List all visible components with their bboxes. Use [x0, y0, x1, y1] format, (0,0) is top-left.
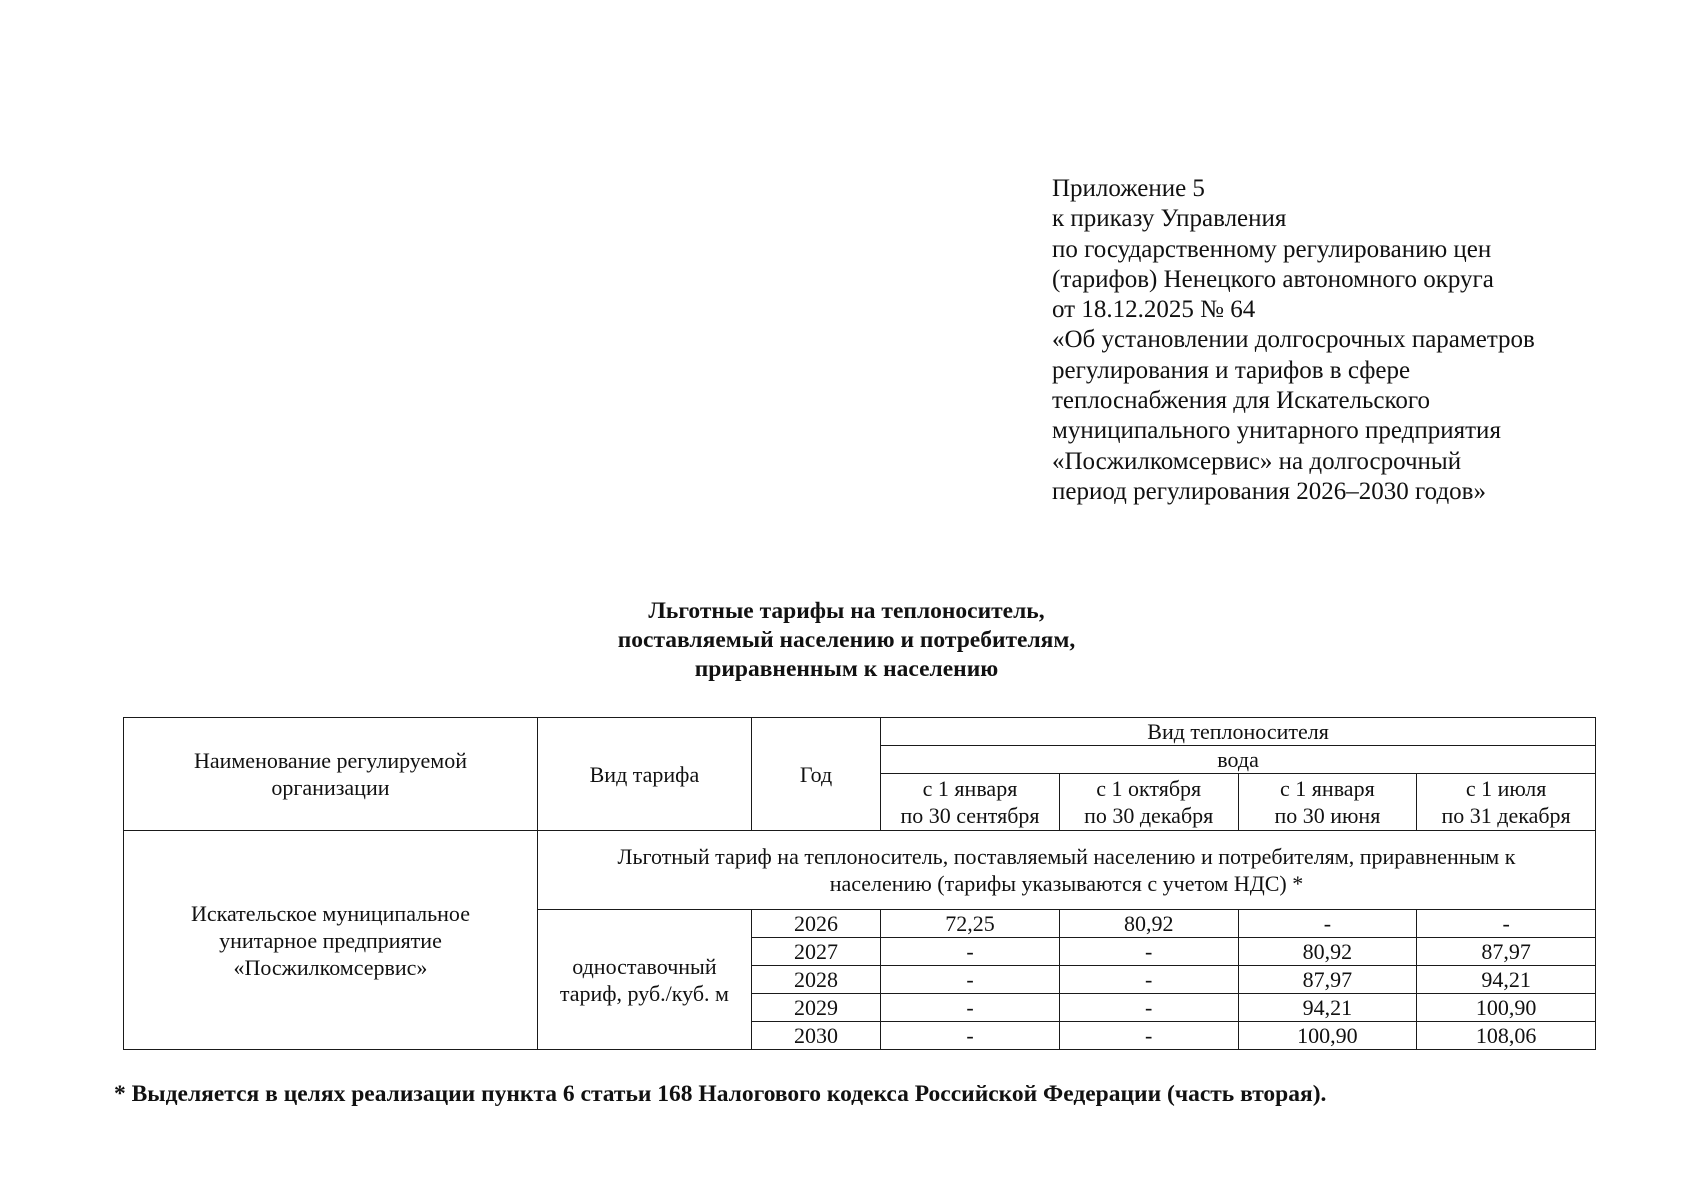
header-carrier-type: Вид теплоносителя	[881, 718, 1596, 746]
value-cell: -	[881, 966, 1060, 994]
tariff-type-value: одноставочный тариф, руб./куб. м	[537, 910, 751, 1050]
appendix-block	[1052, 174, 1652, 507]
appendix-line: теплоснабжения для Искательского	[1052, 387, 1431, 415]
period-to: по 30 сентября	[900, 803, 1040, 828]
value-cell: 87,97	[1417, 938, 1596, 966]
footnote: * Выделяется в целях реализации пункта 6 статьи 168 Налогового кодекса Российской Федерации (часть вторая).	[114, 1081, 1327, 1107]
value-cell: 80,92	[1059, 910, 1238, 938]
header-period	[1238, 774, 1417, 831]
appendix-line: «Об установлении долгосрочных параметров	[1052, 326, 1535, 354]
value-cell: -	[1059, 1022, 1238, 1050]
document-title	[520, 597, 1173, 684]
value-cell: 100,90	[1417, 994, 1596, 1022]
header-year: Год	[751, 718, 880, 831]
value-cell: -	[1059, 938, 1238, 966]
value-cell: -	[1059, 966, 1238, 994]
appendix-line: к приказу Управления	[1052, 205, 1287, 233]
year-cell: 2027	[751, 938, 880, 966]
appendix-line: регулирования и тарифов в сфере	[1052, 356, 1411, 384]
value-cell: -	[1059, 994, 1238, 1022]
period-from: с 1 октября	[1096, 776, 1202, 801]
value-cell: -	[881, 938, 1060, 966]
title-line: приравненным к населению	[694, 656, 999, 682]
value-cell: 100,90	[1238, 1022, 1417, 1050]
header-carrier: вода	[881, 746, 1596, 774]
value-cell: 108,06	[1417, 1022, 1596, 1050]
title-line: Льготные тарифы на теплоноситель,	[648, 598, 1045, 624]
header-tariff-type: Вид тарифа	[537, 718, 751, 831]
value-cell: -	[1417, 910, 1596, 938]
value-cell: 87,97	[1238, 966, 1417, 994]
value-cell: -	[881, 994, 1060, 1022]
appendix-line: Приложение 5	[1052, 175, 1205, 202]
appendix-line: по государственному регулированию цен	[1052, 235, 1492, 263]
header-organization: Наименование регулируемой организации	[124, 718, 538, 831]
header-period	[1417, 774, 1596, 831]
tariff-table	[123, 717, 1596, 1050]
value-cell: -	[881, 1022, 1060, 1050]
value-cell: 80,92	[1238, 938, 1417, 966]
appendix-line: «Посжилкомсервис» на долгосрочный	[1052, 447, 1462, 475]
appendix-line: от 18.12.2025 № 64	[1052, 296, 1256, 324]
period-from: с 1 января	[922, 776, 1018, 801]
year-cell: 2029	[751, 994, 880, 1022]
year-cell: 2030	[751, 1022, 880, 1050]
section-row	[124, 831, 1596, 910]
period-to: по 31 декабря	[1441, 803, 1571, 828]
value-cell: 72,25	[881, 910, 1060, 938]
appendix-line: муниципального унитарного предприятия	[1052, 417, 1501, 445]
period-from: с 1 января	[1280, 776, 1375, 801]
period-to: по 30 июня	[1274, 803, 1381, 828]
value-cell: 94,21	[1417, 966, 1596, 994]
header-period	[1059, 774, 1238, 831]
title-line: поставляемый населению и потребителям,	[617, 627, 1076, 653]
appendix-line: (тарифов) Ненецкого автономного округа	[1052, 265, 1494, 293]
period-to: по 30 декабря	[1084, 803, 1214, 828]
header-period	[881, 774, 1060, 831]
header-row	[124, 718, 1596, 746]
section-note: Льготный тариф на теплоноситель, поставляемый населению и потребителям, приравненным к населению (тарифы указываются с учетом НДС) *	[537, 831, 1595, 910]
year-cell: 2028	[751, 966, 880, 994]
year-cell: 2026	[751, 910, 880, 938]
value-cell: -	[1238, 910, 1417, 938]
period-from: с 1 июля	[1465, 776, 1547, 801]
value-cell: 94,21	[1238, 994, 1417, 1022]
organization-name: Искательское муниципальное унитарное предприятие «Посжилкомсервис»	[124, 831, 538, 1050]
appendix-line: период регулирования 2026–2030 годов»	[1052, 477, 1486, 505]
